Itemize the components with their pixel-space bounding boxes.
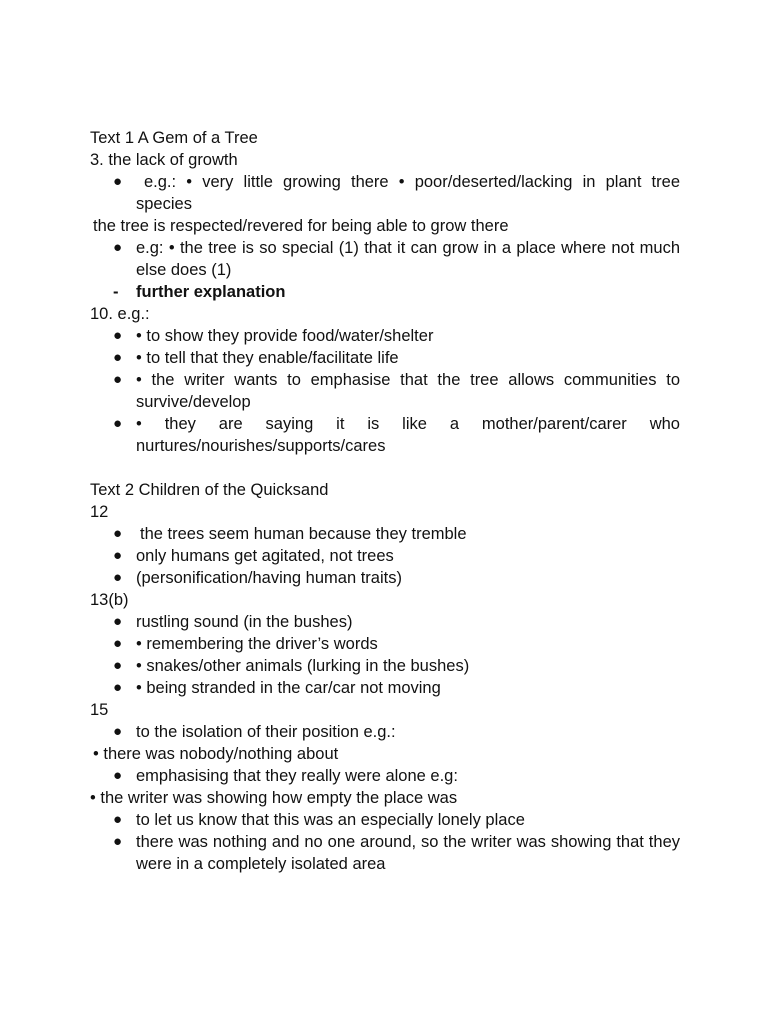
- list-item: [90, 677, 680, 699]
- list-item: [90, 281, 680, 303]
- list-item: [90, 567, 680, 589]
- answer-note: the tree is respected/revered for being able to grow there: [93, 217, 509, 235]
- answer-note: • the writer was showing how empty the place was: [90, 789, 458, 807]
- list-item-text: (personification/having human traits): [136, 569, 402, 587]
- question-12-label: 12: [90, 503, 109, 521]
- bullet-marker: ●: [113, 811, 123, 828]
- list-item: [90, 347, 680, 369]
- list-item: [90, 721, 680, 743]
- list-item: [90, 765, 680, 787]
- question-10-label: 10. e.g.:: [90, 305, 150, 323]
- list-item-text: • remembering the driver’s words: [136, 635, 378, 653]
- list-item: [90, 611, 680, 633]
- list-item: [90, 237, 680, 281]
- list-item-text: further explanation: [136, 283, 286, 301]
- bullet-marker: ●: [113, 371, 123, 388]
- list-item-text: • to show they provide food/water/shelter: [136, 327, 434, 345]
- list-item: [90, 633, 680, 655]
- bullet-marker: ●: [113, 613, 123, 630]
- list-item-text: • they are saying it is like a mother/parent/carer who nurtures/nourishes/supports/cares: [136, 415, 680, 455]
- list-item: [90, 369, 680, 413]
- list-item: [90, 523, 680, 545]
- list-item: [90, 809, 680, 831]
- question-3-label: 3. the lack of growth: [90, 151, 238, 169]
- list-item-text: e.g: • the tree is so special (1) that it can grow in a place where not much else does (1): [136, 239, 680, 279]
- list-item-text: the trees seem human because they tremble: [140, 525, 467, 543]
- question-15-label: 15: [90, 701, 109, 719]
- list-item-text: only humans get agitated, not trees: [136, 547, 394, 565]
- list-item: [90, 413, 680, 457]
- list-item-text: emphasising that they really were alone e.g:: [136, 767, 458, 785]
- list-item: [90, 655, 680, 677]
- list-item-text: to let us know that this was an especially lonely place: [136, 811, 525, 829]
- list-item-text: rustling sound (in the bushes): [136, 613, 353, 631]
- list-item: [90, 171, 680, 215]
- answer-note: • there was nobody/nothing about: [93, 745, 339, 763]
- bullet-marker: ●: [113, 525, 123, 542]
- list-item-text: • the writer wants to emphasise that the tree allows communities to survive/develop: [136, 371, 680, 411]
- bullet-marker: ●: [113, 833, 123, 850]
- question-13b-label: 13(b): [90, 591, 129, 609]
- list-item-text: • being stranded in the car/car not moving: [136, 679, 441, 697]
- section-heading-text1: Text 1 A Gem of a Tree: [90, 129, 258, 147]
- bullet-marker: ●: [113, 767, 123, 784]
- bullet-marker: ●: [113, 173, 123, 190]
- bullet-marker: ●: [113, 415, 123, 432]
- list-item-text: • to tell that they enable/facilitate life: [136, 349, 399, 367]
- list-item-text: • snakes/other animals (lurking in the bushes): [136, 657, 470, 675]
- list-item-text: there was nothing and no one around, so the writer was showing that they were in a completely isolated area: [136, 833, 680, 873]
- section-heading-text2: Text 2 Children of the Quicksand: [90, 481, 329, 499]
- bullet-marker: ●: [113, 569, 123, 586]
- list-item-text: e.g.: • very little growing there • poor/deserted/lacking in plant tree species: [136, 173, 680, 213]
- bullet-marker: ●: [113, 547, 123, 564]
- bullet-marker: ●: [113, 657, 123, 674]
- bullet-marker: ●: [113, 635, 123, 652]
- dash-marker: -: [113, 283, 119, 301]
- list-item-text: to the isolation of their position e.g.:: [136, 723, 396, 741]
- bullet-marker: ●: [113, 239, 123, 256]
- bullet-marker: ●: [113, 679, 123, 696]
- list-item: [90, 325, 680, 347]
- bullet-marker: ●: [113, 349, 123, 366]
- bullet-marker: ●: [113, 723, 123, 740]
- bullet-marker: ●: [113, 327, 123, 344]
- list-item: [90, 831, 680, 875]
- list-item: [90, 545, 680, 567]
